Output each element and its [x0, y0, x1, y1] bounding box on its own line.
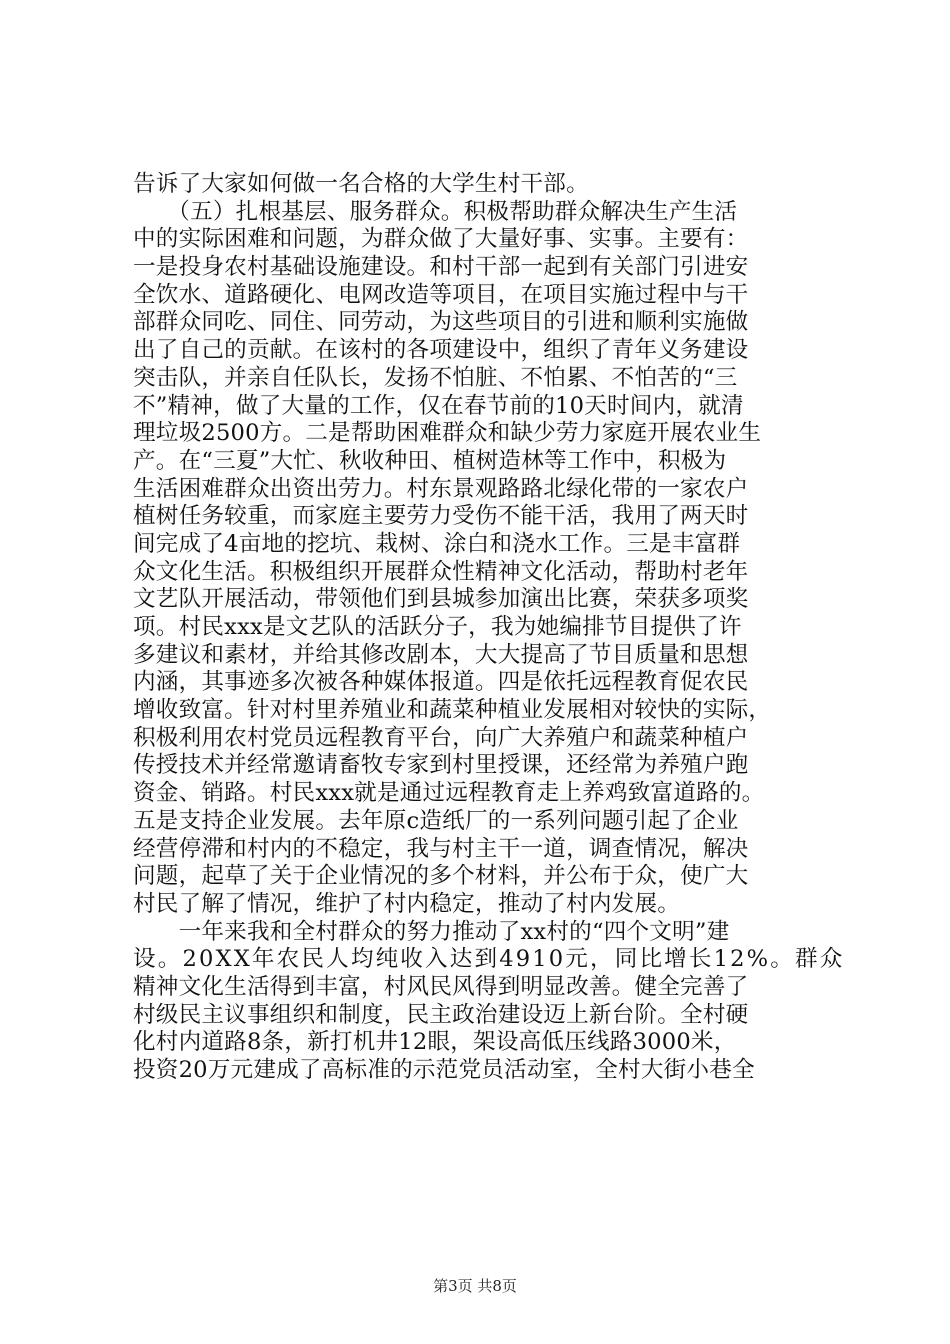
text-line: 项。村民xxx是文艺队的活跃分子，我为她编排节目提供了许: [133, 614, 742, 640]
text-line: 投资20万元建成了高标准的示范党员活动室，全村大街小巷全: [133, 1057, 755, 1083]
text-line: 生活困难群众出资出劳力。村东景观路路北绿化带的一家农户: [133, 475, 749, 502]
text-line: 文艺队开展活动，带领他们到县城参加演出比赛，荣获多项奖: [133, 586, 749, 613]
text-line: （五）扎根基层、服务群众。积极帮助群众解决生产生活: [133, 198, 738, 225]
text-line: 全饮水、道路硬化、电网改造等项目，在项目实施过程中与干: [133, 281, 749, 308]
text-line: 众文化生活。积极组织开展群众性精神文化活动，帮助村老年: [133, 558, 749, 585]
text-line: 部群众同吃、同住、同劳动，为这些项目的引进和顺利实施做: [133, 309, 749, 336]
text-line: 精神文化生活得到丰富，村风民风得到明显改善。健全完善了: [133, 973, 749, 1000]
text-line: 理垃圾2500方。二是帮助困难群众和缺少劳力家庭开展农业生: [133, 420, 762, 447]
text-line: 传授技术并经常邀请畜牧专家到村里授课，还经常为养殖户跑: [133, 752, 749, 779]
text-line: 一是投身农村基础设施建设。和村干部一起到有关部门引进安: [133, 254, 749, 281]
body-text: [133, 171, 843, 1085]
text-line: 不”精神，做了大量的工作，仅在春节前的10天时间内，就清: [133, 392, 744, 419]
text-line: 设。20XX年农民人均纯收入达到4910元，同比增长12%。群众: [133, 946, 845, 973]
text-line: 村级民主议事组织和制度，民主政治建设迈上新台阶。全村硬: [133, 1001, 749, 1028]
text-line: 经营停滞和村内的不稳定，我与村主干一道，调查情况，解决: [133, 835, 749, 862]
text-line: 多建议和素材，并给其修改剧本，大大提高了节目质量和思想: [133, 641, 749, 668]
text-line: 一年来我和全村群众的努力推动了xx村的“四个文明”建: [133, 918, 730, 945]
text-line: 内涵，其事迹多次被各种媒体报道。四是依托远程教育促农民: [133, 669, 749, 696]
page-footer: 第3页 共8页: [433, 1277, 517, 1295]
text-line: 积极利用农村党员远程教育平台，向广大养殖户和蔬菜种植户: [133, 724, 749, 751]
text-line: 化村内道路8条，新打机井12眼，架设高低压线路3000米，: [133, 1029, 737, 1056]
text-line: 增收致富。针对村里养殖业和蔬菜种植业发展相对较快的实际，: [133, 697, 772, 724]
text-line: 五是支持企业发展。去年原c造纸厂的一系列问题引起了企业: [133, 807, 739, 834]
text-line: 间完成了4亩地的挖坑、栽树、涂白和浇水工作。三是丰富群: [133, 530, 741, 557]
text-line: 资金、销路。村民xxx就是通过远程教育走上养鸡致富道路的。: [133, 780, 765, 807]
text-line: 植树任务较重，而家庭主要劳力受伤不能干活，我用了两天时: [133, 503, 749, 530]
text-line: 告诉了大家如何做一名合格的大学生村干部。: [133, 171, 589, 197]
text-line: 村民了解了情况，维护了村内稳定，推动了村内发展。: [133, 890, 681, 917]
text-line: 问题，起草了关于企业情况的多个材料，并公布于众，使广大: [133, 863, 749, 890]
text-line: 突击队，并亲自任队长，发扬不怕脏、不怕累、不怕苦的“三: [133, 364, 738, 391]
text-line: 出了自己的贡献。在该村的各项建设中，组织了青年义务建设: [133, 337, 749, 364]
text-line: 中的实际困难和问题，为群众做了大量好事、实事。主要有：: [133, 226, 749, 253]
text-line: 产。在“三夏”大忙、秋收种田、植树造林等工作中，积极为: [133, 447, 727, 474]
